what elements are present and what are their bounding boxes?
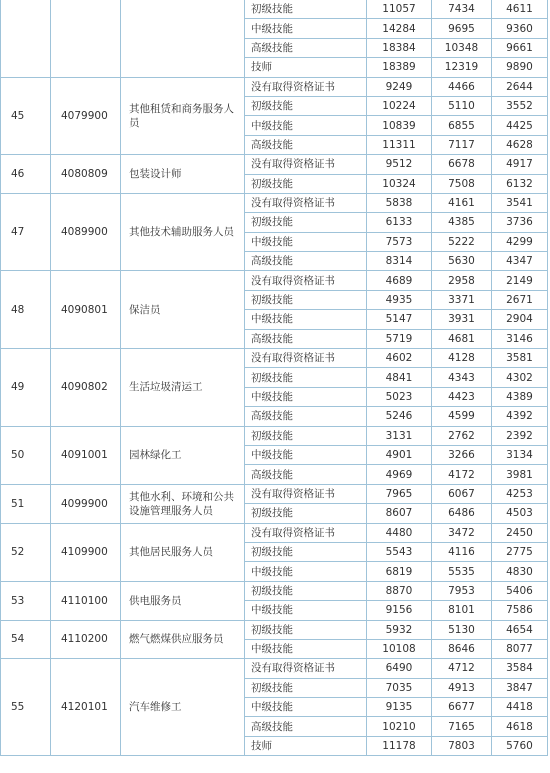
skill-level-cell: 初级技能: [245, 368, 367, 387]
wage-low-cell: 5760: [492, 736, 548, 755]
wage-high-cell: 4480: [367, 523, 432, 542]
skill-level-cell: 没有取得资格证书: [245, 77, 367, 96]
skill-level-cell: 没有取得资格证书: [245, 523, 367, 542]
skill-level-cell: 初级技能: [245, 426, 367, 445]
skill-level-cell: 初级技能: [245, 678, 367, 697]
wage-high-cell: 4602: [367, 349, 432, 368]
wage-high-cell: 9249: [367, 77, 432, 96]
wage-high-cell: 10839: [367, 116, 432, 135]
wage-high-cell: 8870: [367, 581, 432, 600]
wage-high-cell: 5147: [367, 310, 432, 329]
row-index-cell: 50: [1, 426, 51, 484]
wage-median-cell: 10348: [432, 38, 492, 57]
wage-low-cell: 4392: [492, 407, 548, 426]
wage-median-cell: 6067: [432, 484, 492, 503]
wage-high-cell: 7965: [367, 484, 432, 503]
wage-low-cell: 4425: [492, 116, 548, 135]
wage-high-cell: 6819: [367, 562, 432, 581]
skill-level-cell: 初级技能: [245, 504, 367, 523]
skill-level-cell: 初级技能: [245, 620, 367, 639]
wage-median-cell: 4128: [432, 349, 492, 368]
occupation-name-cell: 其他技术辅助服务人员: [121, 193, 245, 271]
occupation-code-cell: 4110100: [51, 581, 121, 620]
wage-high-cell: 9135: [367, 698, 432, 717]
skill-level-cell: 中级技能: [245, 19, 367, 38]
wage-high-cell: 18384: [367, 38, 432, 57]
wage-high-cell: 6490: [367, 659, 432, 678]
skill-level-cell: 中级技能: [245, 601, 367, 620]
wage-low-cell: 3541: [492, 193, 548, 212]
wage-median-cell: 5130: [432, 620, 492, 639]
table-row: [1, 193, 548, 212]
occupation-name-cell: 汽车维修工: [121, 659, 245, 756]
wage-low-cell: 4347: [492, 252, 548, 271]
wage-high-cell: 5719: [367, 329, 432, 348]
wage-low-cell: 4299: [492, 232, 548, 251]
skill-level-cell: 中级技能: [245, 310, 367, 329]
wage-high-cell: 10210: [367, 717, 432, 736]
wage-high-cell: 11178: [367, 736, 432, 755]
wage-median-cell: 6678: [432, 155, 492, 174]
wage-high-cell: 5932: [367, 620, 432, 639]
wage-median-cell: 4343: [432, 368, 492, 387]
row-index-cell: 52: [1, 523, 51, 581]
skill-level-cell: 高级技能: [245, 465, 367, 484]
wage-low-cell: 9890: [492, 58, 548, 77]
wage-low-cell: 3581: [492, 349, 548, 368]
wage-low-cell: 3146: [492, 329, 548, 348]
wage-median-cell: 4385: [432, 213, 492, 232]
wage-median-cell: 5222: [432, 232, 492, 251]
wage-high-cell: 11057: [367, 0, 432, 19]
skill-level-cell: 中级技能: [245, 116, 367, 135]
wage-median-cell: 7953: [432, 581, 492, 600]
wage-low-cell: 4302: [492, 368, 548, 387]
wage-low-cell: 4618: [492, 717, 548, 736]
skill-level-cell: 没有取得资格证书: [245, 271, 367, 290]
table-row: [1, 620, 548, 639]
table-row: [1, 155, 548, 174]
wage-median-cell: 7803: [432, 736, 492, 755]
wage-median-cell: 4423: [432, 387, 492, 406]
wage-high-cell: 5838: [367, 193, 432, 212]
wage-high-cell: 8314: [367, 252, 432, 271]
wage-median-cell: 3266: [432, 445, 492, 464]
occupation-name-cell: 其他居民服务人员: [121, 523, 245, 581]
wage-low-cell: 2671: [492, 290, 548, 309]
row-index-cell: 55: [1, 659, 51, 756]
skill-level-cell: 中级技能: [245, 445, 367, 464]
skill-level-cell: 初级技能: [245, 174, 367, 193]
table-row: [1, 349, 548, 368]
wage-high-cell: 7035: [367, 678, 432, 697]
row-index-cell: 47: [1, 193, 51, 271]
skill-level-cell: 没有取得资格证书: [245, 484, 367, 503]
occupation-code-cell: 4109900: [51, 523, 121, 581]
skill-level-cell: 高级技能: [245, 135, 367, 154]
wage-median-cell: 4599: [432, 407, 492, 426]
row-index-cell: 48: [1, 271, 51, 349]
wage-median-cell: 4466: [432, 77, 492, 96]
wage-high-cell: 4841: [367, 368, 432, 387]
wage-median-cell: 5630: [432, 252, 492, 271]
wage-median-cell: 3931: [432, 310, 492, 329]
skill-level-cell: 初级技能: [245, 213, 367, 232]
occupation-code-cell: 4110200: [51, 620, 121, 659]
wage-high-cell: 5023: [367, 387, 432, 406]
skill-level-cell: 中级技能: [245, 639, 367, 658]
wage-table-body: [1, 0, 548, 756]
wage-median-cell: 4681: [432, 329, 492, 348]
wage-low-cell: 3584: [492, 659, 548, 678]
skill-level-cell: 没有取得资格证书: [245, 155, 367, 174]
occupation-name-cell: 园林绿化工: [121, 426, 245, 484]
wage-high-cell: 10324: [367, 174, 432, 193]
wage-median-cell: 5110: [432, 96, 492, 115]
occupation-name-cell: 包装设计师: [121, 155, 245, 194]
occupation-name-cell: 其他水利、环境和公共设施管理服务人员: [121, 484, 245, 523]
wage-median-cell: 4161: [432, 193, 492, 212]
wage-high-cell: 8607: [367, 504, 432, 523]
wage-low-cell: 2392: [492, 426, 548, 445]
wage-median-cell: 4712: [432, 659, 492, 678]
wage-low-cell: 4830: [492, 562, 548, 581]
wage-low-cell: 2450: [492, 523, 548, 542]
skill-level-cell: 高级技能: [245, 717, 367, 736]
wage-high-cell: 9156: [367, 601, 432, 620]
wage-median-cell: 4116: [432, 542, 492, 561]
occupation-code-cell: 4089900: [51, 193, 121, 271]
skill-level-cell: 中级技能: [245, 698, 367, 717]
wage-high-cell: 3131: [367, 426, 432, 445]
occupation-code-cell: 4090801: [51, 271, 121, 349]
row-index-cell: 46: [1, 155, 51, 194]
occupation-code-cell: 4091001: [51, 426, 121, 484]
table-row: [1, 271, 548, 290]
table-row: [1, 581, 548, 600]
skill-level-cell: 初级技能: [245, 581, 367, 600]
table-row: [1, 659, 548, 678]
wage-median-cell: 3371: [432, 290, 492, 309]
skill-level-cell: 没有取得资格证书: [245, 659, 367, 678]
wage-high-cell: 4689: [367, 271, 432, 290]
skill-level-cell: 中级技能: [245, 562, 367, 581]
skill-level-cell: 高级技能: [245, 407, 367, 426]
occupation-name-cell: 生活垃圾清运工: [121, 349, 245, 427]
skill-level-cell: 没有取得资格证书: [245, 349, 367, 368]
wage-high-cell: 5543: [367, 542, 432, 561]
wage-low-cell: 2644: [492, 77, 548, 96]
row-index-cell: 49: [1, 349, 51, 427]
wage-low-cell: 6132: [492, 174, 548, 193]
wage-high-cell: 4935: [367, 290, 432, 309]
wage-low-cell: 2775: [492, 542, 548, 561]
wage-median-cell: 6855: [432, 116, 492, 135]
wage-low-cell: 4917: [492, 155, 548, 174]
wage-low-cell: 4654: [492, 620, 548, 639]
wage-low-cell: 3847: [492, 678, 548, 697]
wage-median-cell: 2762: [432, 426, 492, 445]
wage-median-cell: 4172: [432, 465, 492, 484]
row-index-cell: 54: [1, 620, 51, 659]
wage-high-cell: 6133: [367, 213, 432, 232]
occupation-name-cell: 供电服务员: [121, 581, 245, 620]
table-row: [1, 426, 548, 445]
wage-median-cell: 7165: [432, 717, 492, 736]
wage-median-cell: 12319: [432, 58, 492, 77]
skill-level-cell: 技师: [245, 58, 367, 77]
wage-low-cell: 4253: [492, 484, 548, 503]
wage-low-cell: 4611: [492, 0, 548, 19]
occupation-name-cell: 其他租赁和商务服务人员: [121, 77, 245, 155]
wage-median-cell: 2958: [432, 271, 492, 290]
occupation-name-cell: 保洁员: [121, 271, 245, 349]
wage-low-cell: 4628: [492, 135, 548, 154]
occupation-code-cell: 4079900: [51, 77, 121, 155]
wage-median-cell: 7117: [432, 135, 492, 154]
wage-high-cell: 10108: [367, 639, 432, 658]
skill-level-cell: 初级技能: [245, 96, 367, 115]
wage-low-cell: 3981: [492, 465, 548, 484]
wage-low-cell: 9661: [492, 38, 548, 57]
wage-high-cell: 14284: [367, 19, 432, 38]
wage-high-cell: 18389: [367, 58, 432, 77]
wage-median-cell: 3472: [432, 523, 492, 542]
occupation-code-cell: [51, 0, 121, 77]
wage-median-cell: 6677: [432, 698, 492, 717]
wage-median-cell: 8101: [432, 601, 492, 620]
wage-high-cell: 10224: [367, 96, 432, 115]
occupation-code-cell: 4080809: [51, 155, 121, 194]
wage-low-cell: 2149: [492, 271, 548, 290]
skill-level-cell: 初级技能: [245, 290, 367, 309]
wage-median-cell: 7508: [432, 174, 492, 193]
skill-level-cell: 高级技能: [245, 252, 367, 271]
skill-level-cell: 没有取得资格证书: [245, 193, 367, 212]
wage-low-cell: 9360: [492, 19, 548, 38]
wage-median-cell: 4913: [432, 678, 492, 697]
wage-low-cell: 8077: [492, 639, 548, 658]
skill-level-cell: 高级技能: [245, 38, 367, 57]
wage-low-cell: 3134: [492, 445, 548, 464]
occupation-name-cell: [121, 0, 245, 77]
table-row: [1, 0, 548, 19]
table-row: [1, 523, 548, 542]
row-index-cell: 53: [1, 581, 51, 620]
wage-low-cell: 4418: [492, 698, 548, 717]
skill-level-cell: 中级技能: [245, 232, 367, 251]
wage-median-cell: 9695: [432, 19, 492, 38]
wage-low-cell: 4389: [492, 387, 548, 406]
wage-low-cell: 7586: [492, 601, 548, 620]
wage-high-cell: 9512: [367, 155, 432, 174]
skill-level-cell: 初级技能: [245, 542, 367, 561]
row-index-cell: 51: [1, 484, 51, 523]
table-row: [1, 77, 548, 96]
skill-level-cell: 技师: [245, 736, 367, 755]
wage-low-cell: 3552: [492, 96, 548, 115]
row-index-cell: 45: [1, 77, 51, 155]
wage-high-cell: 4901: [367, 445, 432, 464]
skill-level-cell: 中级技能: [245, 387, 367, 406]
occupation-code-cell: 4090802: [51, 349, 121, 427]
table-row: [1, 484, 548, 503]
skill-level-cell: 高级技能: [245, 329, 367, 348]
wage-low-cell: 4503: [492, 504, 548, 523]
occupation-name-cell: 燃气燃煤供应服务员: [121, 620, 245, 659]
wage-high-cell: 11311: [367, 135, 432, 154]
occupation-code-cell: 4099900: [51, 484, 121, 523]
occupation-code-cell: 4120101: [51, 659, 121, 756]
wage-high-cell: 5246: [367, 407, 432, 426]
wage-median-cell: 7434: [432, 0, 492, 19]
wage-median-cell: 6486: [432, 504, 492, 523]
wage-high-cell: 4969: [367, 465, 432, 484]
wage-low-cell: 3736: [492, 213, 548, 232]
wage-high-cell: 7573: [367, 232, 432, 251]
wage-median-cell: 8646: [432, 639, 492, 658]
wage-median-cell: 5535: [432, 562, 492, 581]
skill-level-cell: 初级技能: [245, 0, 367, 19]
wage-low-cell: 5406: [492, 581, 548, 600]
wage-low-cell: 2904: [492, 310, 548, 329]
row-index-cell: [1, 0, 51, 77]
